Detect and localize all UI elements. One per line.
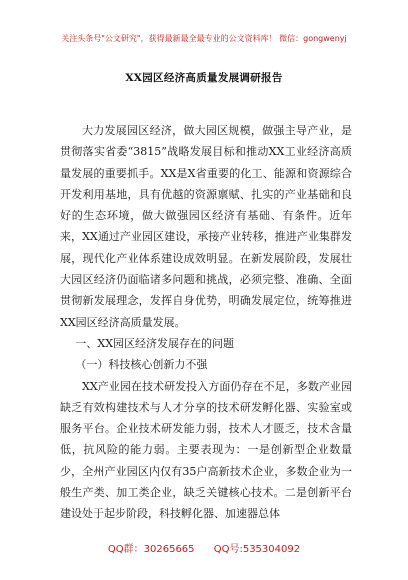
section-heading: 一、XX园区经济发展存在的问题 (75, 336, 235, 350)
intro-paragraph: 大力发展园区经济，做大园区规模，做强主导产业，是贯彻落实省委“3815”战略发展目标和推动XX工业经济高质量发展的重要抓手。XX是X省重要的化工、能源和资源综合开发利用基地，具有优越的资源禀赋、扎实的产业基础和良好的生态环境，做大做强园区经济有基础、有条件。近年来，XX通过产业园区建设，承接产业转移，推进产业集群发展，现代化产业体系建设成效明显。在新发展阶段，发展壮大园区经济仍面临诸多问题和挑战，必须完整、准确、全面贯彻新发展理念，发挥自身优势，明确发展定位，统筹推进XX园区经济高质量发展。 (60, 124, 352, 329)
subsection-heading: （一）科技核心创新力不强 (75, 358, 208, 372)
footer-contact (0, 540, 408, 555)
body-paragraph: XX产业园在技术研发投入方面仍存在不足，多数产业园缺乏有效构建技术与人才分享的技术研发孵化器、实验室或服务平台。企业技术研发能力弱，技术人才匮乏，技术含量低，抗风险的能力弱。主要表现为：一是创新型企业数量少，全州产业园区内仅有35户高新技术企业，多数企业为一般生产类、加工类企业，缺乏关键核心技术。二是创新平台建设处于起步阶段，科技孵化器、加速器总体 (60, 379, 352, 521)
document-title: XX园区经济高质量发展调研报告 (125, 72, 283, 84)
qq-number: QQ号:535304092 (213, 544, 301, 555)
header-note: 关注头条号"公文研究"，获得最新最全最专业的公文资料库！ 微信：gongwenyj (61, 34, 347, 43)
qq-group: QQ群：30265665 (107, 544, 195, 555)
document-body (60, 120, 352, 525)
